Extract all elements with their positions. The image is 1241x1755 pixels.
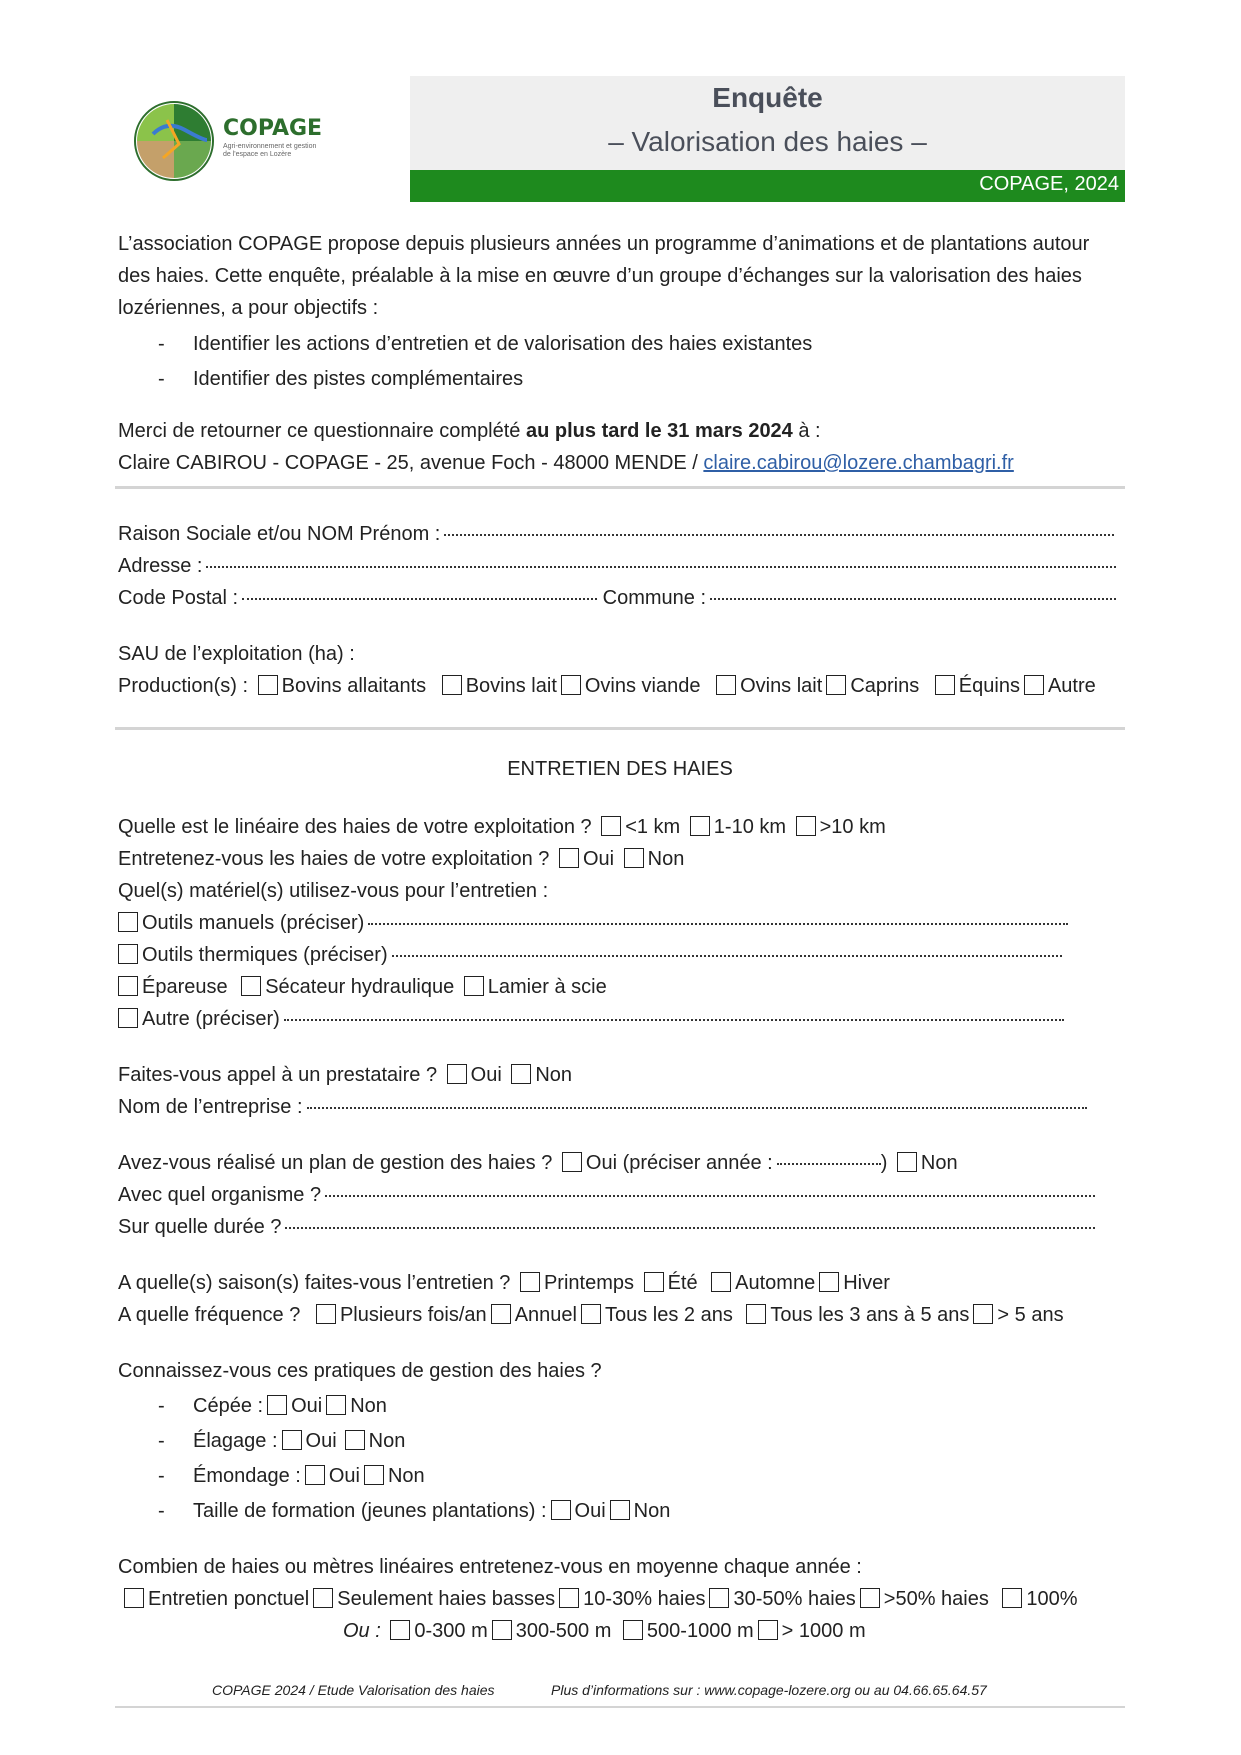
checkbox-non[interactable] <box>624 848 644 868</box>
checkbox-plusieurs-fois[interactable] <box>316 1304 336 1324</box>
close-paren: ) <box>880 1152 888 1174</box>
organisme-row <box>118 1182 1095 1208</box>
option-label: Non <box>647 848 685 870</box>
option-label: Outils manuels (préciser) <box>142 912 365 934</box>
intro-bullet-2: Identifier des pistes complémentaires <box>193 368 524 390</box>
entreprise-label: Nom de l’entreprise : <box>118 1096 303 1118</box>
checkbox-caprins[interactable] <box>826 675 846 695</box>
entretenez-row <box>118 846 684 872</box>
option-label: Hiver <box>843 1272 890 1294</box>
duree-field[interactable] <box>285 1227 1095 1229</box>
intro-bullet-1: Identifier les actions d’entretien et de valorisation des haies existantes <box>193 333 813 355</box>
checkbox-lamier[interactable] <box>464 976 484 996</box>
checkbox-gt-50[interactable] <box>860 1588 880 1608</box>
question-plan: Avez-vous réalisé un plan de gestion des haies ? <box>118 1152 553 1174</box>
option-label: 10-30% haies <box>583 1588 706 1610</box>
option-label: Oui (préciser année : <box>585 1152 773 1174</box>
question-prestataire: Faites-vous appel à un prestataire ? <box>118 1064 438 1086</box>
checkbox-secateur[interactable] <box>241 976 261 996</box>
option-label: Bovins allaitants <box>281 675 427 697</box>
question-lineaire: Quelle est le linéaire des haies de votre exploitation ? <box>118 816 592 838</box>
footer-right: Plus d’informations sur : www.copage-lozere.org ou au 04.66.65.64.57 <box>551 1682 987 1698</box>
option-label: 300-500 m <box>515 1620 612 1642</box>
checkbox-non[interactable] <box>897 1152 917 1172</box>
adresse-row <box>118 553 1116 579</box>
checkbox-oui[interactable] <box>551 1500 571 1520</box>
checkbox-autre[interactable] <box>1024 675 1044 695</box>
email-link[interactable]: claire.cabirou@lozere.chambagri.fr <box>703 452 1014 474</box>
checkbox-equins[interactable] <box>935 675 955 695</box>
outils-thermiques-row <box>114 942 1062 968</box>
question-saison: A quelle(s) saison(s) faites-vous l’entretien ? <box>118 1272 511 1294</box>
option-label: Automne <box>735 1272 816 1294</box>
frequence-row <box>118 1302 1064 1328</box>
checkbox-oui[interactable] <box>305 1465 325 1485</box>
bullet-dash: - <box>158 368 165 390</box>
checkbox-outils-thermiques[interactable] <box>118 944 138 964</box>
checkbox-non[interactable] <box>364 1465 384 1485</box>
checkbox-gt-1000[interactable] <box>758 1620 778 1640</box>
checkbox-non[interactable] <box>511 1064 531 1084</box>
metres-row <box>343 1618 866 1644</box>
separator <box>115 486 1125 489</box>
address-text: Claire CABIROU - COPAGE - 25, avenue Foch - 48000 MENDE / <box>118 452 704 474</box>
raison-sociale-label: Raison Sociale et/ou NOM Prénom : <box>118 523 441 545</box>
option-label: >50% haies <box>883 1588 989 1610</box>
production-row <box>118 673 1096 699</box>
checkbox-30-50[interactable] <box>709 1588 729 1608</box>
checkbox-oui[interactable] <box>267 1395 287 1415</box>
outils-manuels-field[interactable] <box>368 923 1068 925</box>
intro-line-2: des haies. Cette enquête, préalable à la mise en œuvre d’un groupe d’échanges sur la valorisation des haies <box>118 265 1082 287</box>
code-postal-label: Code Postal : <box>118 587 239 609</box>
ou-label: Ou : <box>343 1620 381 1642</box>
checkbox-automne[interactable] <box>711 1272 731 1292</box>
pratique-emondage-row <box>193 1463 425 1489</box>
plan-row <box>118 1150 958 1176</box>
checkbox-hiver[interactable] <box>819 1272 839 1292</box>
raison-sociale-row <box>118 521 1114 547</box>
separator <box>115 727 1125 730</box>
checkbox-ete[interactable] <box>644 1272 664 1292</box>
question-combien: Combien de haies ou mètres linéaires entretenez-vous en moyenne chaque année : <box>118 1556 862 1578</box>
pratique-label: Émondage : <box>193 1465 301 1487</box>
sau-label: SAU de l’exploitation (ha) : <box>118 643 355 665</box>
option-label: Outils thermiques (préciser) <box>142 944 388 966</box>
option-label: 0-300 m <box>414 1620 488 1642</box>
checkbox-ovins-lait[interactable] <box>716 675 736 695</box>
checkbox-bovins-allaitants[interactable] <box>258 675 278 695</box>
annee-field[interactable] <box>777 1163 881 1165</box>
checkbox-oui[interactable] <box>562 1152 582 1172</box>
pratique-cepee-row <box>193 1393 387 1419</box>
checkbox-autre-materiel[interactable] <box>118 1008 138 1028</box>
checkbox-non[interactable] <box>326 1395 346 1415</box>
combien-row <box>120 1586 1078 1612</box>
saison-row <box>118 1270 890 1296</box>
page-subtitle: – Valorisation des haies – <box>608 126 927 157</box>
option-label: Ovins viande <box>584 675 701 697</box>
question-frequence: A quelle fréquence ? <box>118 1304 301 1326</box>
option-label: Lamier à scie <box>487 976 607 998</box>
equipement-row <box>114 974 607 1000</box>
checkbox-oui[interactable] <box>559 848 579 868</box>
duree-row <box>118 1214 1095 1240</box>
checkbox-printemps[interactable] <box>520 1272 540 1292</box>
return-prefix: Merci de retourner ce questionnaire complété <box>118 420 526 442</box>
option-label: Non <box>368 1430 406 1452</box>
pratique-elagage-row <box>193 1428 405 1454</box>
option-label: 1-10 km <box>713 816 787 838</box>
option-label: Non <box>633 1500 671 1522</box>
code-postal-field[interactable] <box>242 598 597 600</box>
banner-text: COPAGE, 2024 <box>979 173 1119 195</box>
prestataire-row <box>118 1062 572 1088</box>
option-label: Oui <box>582 848 615 870</box>
code-postal-row <box>118 585 1116 611</box>
entreprise-row <box>118 1094 1087 1120</box>
option-label: Entretien ponctuel <box>148 1588 310 1610</box>
option-label: Caprins <box>850 675 920 697</box>
option-label: Annuel <box>514 1304 577 1326</box>
bullet-dash: - <box>158 1500 165 1522</box>
option-label: Épareuse <box>142 976 228 998</box>
outils-thermiques-field[interactable] <box>392 955 1062 957</box>
question-materiel: Quel(s) matériel(s) utilisez-vous pour l’entretien : <box>118 880 549 902</box>
checkbox-bovins-lait[interactable] <box>442 675 462 695</box>
header-title-box <box>410 76 1125 170</box>
raison-sociale-field[interactable] <box>444 534 1114 536</box>
question-pratiques: Connaissez-vous ces pratiques de gestion des haies ? <box>118 1360 602 1382</box>
checkbox-100[interactable] <box>1002 1588 1022 1608</box>
organisme-field[interactable] <box>325 1195 1095 1197</box>
return-instructions <box>118 418 821 444</box>
footer-left: COPAGE 2024 / Etude Valorisation des haies <box>212 1682 495 1698</box>
footer-separator <box>115 1706 1125 1708</box>
commune-label: Commune : <box>602 587 707 609</box>
header-banner <box>410 170 1125 202</box>
option-label: Oui <box>328 1465 360 1487</box>
checkbox-0-300[interactable] <box>390 1620 410 1640</box>
option-label: Été <box>667 1272 698 1294</box>
return-deadline: au plus tard le 31 mars 2024 <box>526 420 793 442</box>
adresse-field[interactable] <box>206 566 1116 568</box>
option-label: Autre <box>1047 675 1096 697</box>
option-label: Seulement haies basses <box>337 1588 556 1610</box>
option-label: 100% <box>1026 1588 1078 1610</box>
intro-line-3: lozériennes, a pour objectifs : <box>118 297 379 319</box>
checkbox-10-30[interactable] <box>559 1588 579 1608</box>
organisme-label: Avec quel organisme ? <box>118 1184 322 1206</box>
checkbox-plus-5-ans[interactable] <box>973 1304 993 1324</box>
option-label: Oui <box>291 1395 323 1417</box>
checkbox-annuel[interactable] <box>491 1304 511 1324</box>
checkbox-300-500[interactable] <box>492 1620 512 1640</box>
option-label: Tous les 3 ans à 5 ans <box>770 1304 970 1326</box>
checkbox-3-5-ans[interactable] <box>746 1304 766 1324</box>
option-label: > 5 ans <box>997 1304 1064 1326</box>
option-label: Bovins lait <box>465 675 557 697</box>
pratique-label: Élagage : <box>193 1430 278 1452</box>
return-address <box>118 450 1014 476</box>
option-label: Tous les 2 ans <box>604 1304 733 1326</box>
checkbox-epareuse[interactable] <box>118 976 138 996</box>
checkbox-oui[interactable] <box>282 1430 302 1450</box>
return-suffix: à : <box>792 420 821 442</box>
option-label: Ovins lait <box>740 675 823 697</box>
option-label: Sécateur hydraulique <box>265 976 455 998</box>
logo-tagline: Agri-environnement et gestion de l'espace en Lozère <box>223 143 317 158</box>
option-label: 500-1000 m <box>646 1620 754 1642</box>
duree-label: Sur quelle durée ? <box>118 1216 282 1238</box>
checkbox-lt-1km[interactable] <box>601 816 621 836</box>
checkbox-ponctuel[interactable] <box>124 1588 144 1608</box>
autre-row <box>114 1006 1064 1032</box>
logo <box>133 100 333 180</box>
logo-text: COPAGE <box>223 116 323 141</box>
bullet-dash: - <box>158 1430 165 1452</box>
checkbox-1-10km[interactable] <box>690 816 710 836</box>
option-label: Non <box>350 1395 387 1417</box>
lineaire-row <box>118 814 886 840</box>
option-label: Équins <box>958 675 1020 697</box>
checkbox-non[interactable] <box>610 1500 630 1520</box>
option-label: Non <box>535 1064 573 1086</box>
checkbox-haies-basses[interactable] <box>313 1588 333 1608</box>
option-label: >10 km <box>819 816 886 838</box>
option-label: Non <box>920 1152 958 1174</box>
intro-line-1: L’association COPAGE propose depuis plusieurs années un programme d’animations et de plantations autour <box>118 233 1090 255</box>
option-label: Plusieurs fois/an <box>339 1304 487 1326</box>
autre-materiel-field[interactable] <box>284 1019 1064 1021</box>
question-entretenez: Entretenez-vous les haies de votre exploitation ? <box>118 848 550 870</box>
option-label: Printemps <box>543 1272 634 1294</box>
option-label: <1 km <box>625 816 681 838</box>
checkbox-non[interactable] <box>345 1430 365 1450</box>
pratique-label: Cépée : <box>193 1395 264 1417</box>
option-label: 30-50% haies <box>733 1588 856 1610</box>
option-label: > 1000 m <box>781 1620 866 1642</box>
pratique-label: Taille de formation (jeunes plantations) : <box>193 1500 547 1522</box>
adresse-label: Adresse : <box>118 555 203 577</box>
entreprise-field[interactable] <box>307 1107 1087 1109</box>
copage-logo-icon <box>133 100 215 182</box>
outils-manuels-row <box>114 910 1068 936</box>
page-title: Enquête <box>712 82 823 113</box>
production-label: Production(s) : <box>118 675 249 697</box>
pratique-taille-row <box>193 1498 670 1524</box>
checkbox-2-ans[interactable] <box>581 1304 601 1324</box>
bullet-dash: - <box>158 333 165 355</box>
option-label: Oui <box>305 1430 337 1452</box>
checkbox-oui[interactable] <box>447 1064 467 1084</box>
checkbox-500-1000[interactable] <box>623 1620 643 1640</box>
bullet-dash: - <box>158 1395 165 1417</box>
checkbox-outils-manuels[interactable] <box>118 912 138 932</box>
option-label: Oui <box>470 1064 502 1086</box>
commune-field[interactable] <box>710 598 1116 600</box>
checkbox-ovins-viande[interactable] <box>561 675 581 695</box>
option-label: Non <box>387 1465 425 1487</box>
checkbox-gt-10km[interactable] <box>796 816 816 836</box>
option-label: Oui <box>574 1500 606 1522</box>
section-title: ENTRETIEN DES HAIES <box>507 758 733 780</box>
option-label: Autre (préciser) <box>142 1008 280 1030</box>
bullet-dash: - <box>158 1465 165 1487</box>
